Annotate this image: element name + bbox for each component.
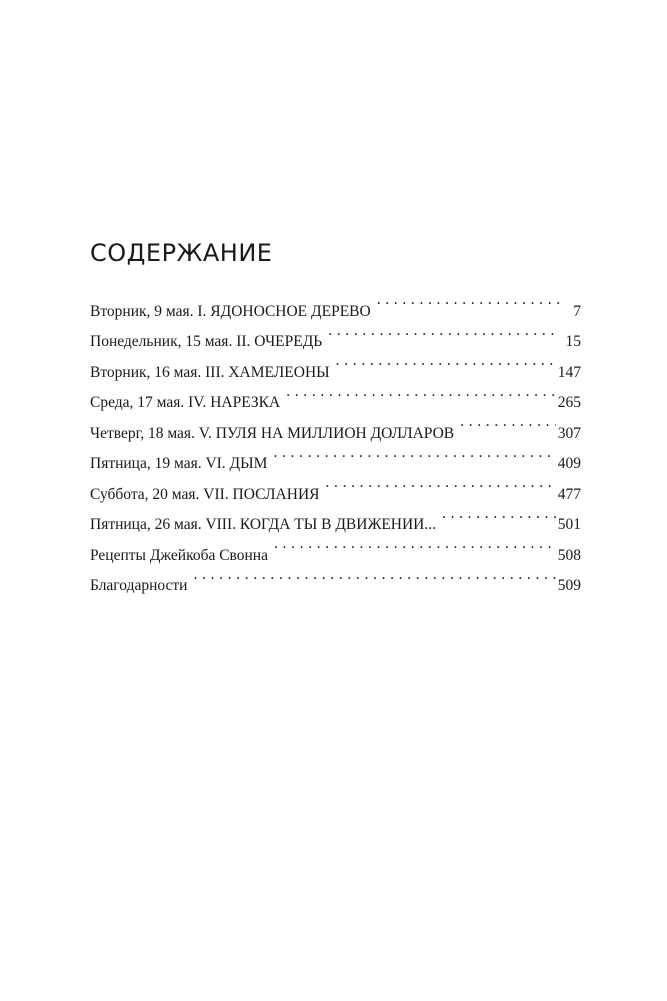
toc-entry-label: Четверг, 18 мая. V. ПУЛЯ НА МИЛЛИОН ДОЛЛАРОВ [90, 424, 455, 442]
toc-entry[interactable] [90, 285, 581, 320]
toc-entry-label: Среда, 17 мая. IV. НАРЕЗКА [90, 394, 281, 411]
dot-leader [336, 346, 556, 377]
toc-entry-page: 501 [557, 516, 581, 533]
toc-entry-label: Рецепты Джейкоба Свонна [90, 546, 268, 564]
dot-leader [274, 529, 556, 560]
dot-leader [460, 407, 556, 438]
toc-entry-label: Пятница, 19 мая. VI. ДЫМ [90, 455, 268, 472]
toc-entry-label: Вторник, 16 мая. III. ХАМЕЛЕОНЫ [90, 363, 330, 381]
dot-leader [442, 499, 556, 530]
dot-leader [377, 285, 564, 316]
toc-entry-label: Пятница, 26 мая. VIII. КОГДА ТЫ В ДВИЖЕНИИ... [90, 516, 437, 533]
page-title: СОДЕРЖАНИЕ [90, 239, 273, 267]
toc-entry-page: 7 [573, 302, 581, 320]
dot-leader [273, 438, 555, 469]
toc-entry-page: 147 [557, 363, 581, 381]
dot-leader [325, 468, 555, 499]
dot-leader [193, 560, 555, 591]
toc-entry-page: 15 [565, 333, 581, 350]
toc-entry-label: Вторник, 9 мая. I. ЯДОНОСНОЕ ДЕРЕВО [90, 302, 371, 320]
dot-leader [328, 316, 555, 347]
dot-leader [286, 377, 556, 408]
toc-entry-label: Понедельник, 15 мая. II. ОЧЕРЕДЬ [90, 333, 323, 350]
toc-entry-page: 509 [557, 577, 581, 594]
toc-entry-label: Суббота, 20 мая. VII. ПОСЛАНИЯ [90, 485, 320, 503]
toc-entry-page: 265 [557, 394, 581, 411]
toc-entry-label: Благодарности [90, 577, 188, 594]
table-of-contents [90, 285, 581, 594]
toc-entry-page: 508 [557, 546, 581, 564]
toc-entry-page: 307 [557, 424, 581, 442]
toc-entry-page: 477 [557, 485, 581, 503]
toc-entry-page: 409 [557, 455, 581, 472]
